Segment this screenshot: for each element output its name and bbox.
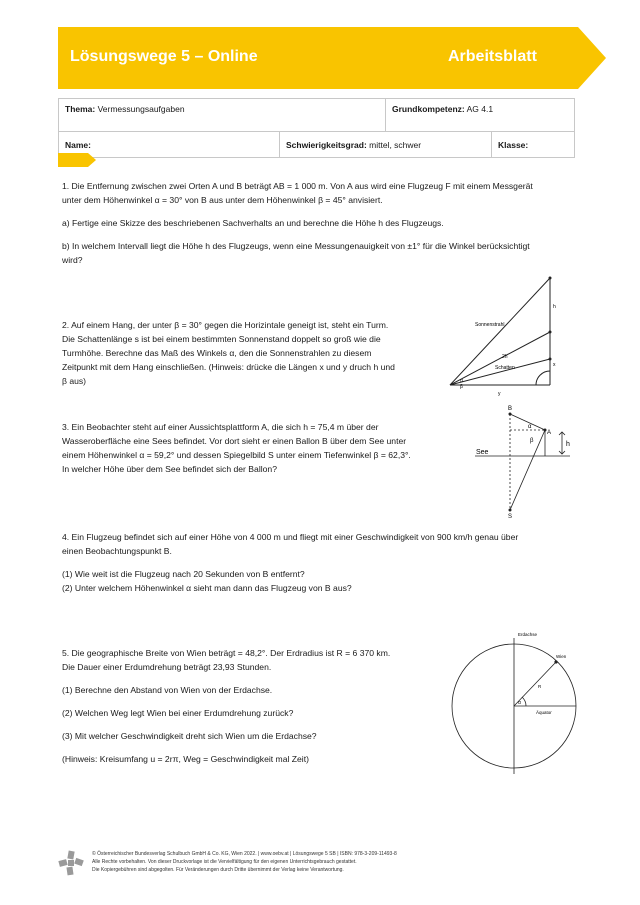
schwierigkeit-value: mittel, schwer [366,139,422,150]
q5-part-2: (2) Welchen Weg legt Wien bei einer Erdumdrehung zurück? [62,708,294,718]
q2-label-beta: β [460,384,463,390]
document-type: Arbeitsblatt [448,48,537,65]
q3-label-b: B [508,406,513,412]
q5-part-3: (3) Mit welcher Geschwindigkeit dreht sich Wien um die Erdachse? [62,731,317,741]
q2-line1: 2. Auf einem Hang, der unter β = 30° gegen die Horizintale geneigt ist, steht ein Turm. [62,320,389,330]
q3-label-see: See [476,449,489,456]
q4-line2: einen Beobachtungspunkt B. [62,546,172,556]
q3-label-beta: β [530,438,534,444]
q2-line2: Die Schattenlänge s ist bei einem bestimmten Sonnenstand doppelt so groß wie die [62,334,381,344]
q5-line1: 5. Die geographische Breite von Wien beträgt = 48,2°. Der Erdradius ist R = 6 370 km. [62,648,391,658]
footer [92,850,562,874]
q5-line2: Die Dauer einer Erdumdrehung beträgt 23,93 Stunden. [62,662,272,672]
q3-label-alpha: α [528,424,532,430]
q2-label-sonnenstrahl: Sonnenstrahl [475,322,505,328]
q4-line1: 4. Ein Flugzeug befindet sich auf einer Höhe von 4 000 m und fliegt mit einer Geschwindigkeit von 900 km/h genau über [62,532,519,542]
thema-value: Vermessungsaufgaben [95,104,185,114]
q5-angle-arc [522,697,526,706]
q1-line2: unter dem Höhenwinkel α = 30° von B aus unter dem Höhenwinkel β = 45° anvisiert. [62,195,383,205]
klasse-label: Klasse: [498,139,529,150]
question-4 [62,530,587,595]
footer-line2: Alle Rechte vorbehalten. Von dieser Druckvorlage ist die Vervielfältigung für den eigenen Unterrichtsgebrauch gestattet. [92,859,357,865]
kompetenz-value: AG 4.1 [464,104,494,114]
q5-label-r: R [538,684,542,689]
q1-part-b-line2: wird? [62,255,83,265]
q2-figure [440,268,570,398]
q3-line4: In welcher Höhe über dem See befindet sich der Ballon? [62,464,277,474]
footer-line3: Die Kopiergebühren sind abgegolten. Für Veränderungen durch Dritte übernimmt der Verlag keine Verantwortung. [92,867,344,873]
meta-table [58,98,575,158]
q5-label-alpha: α [518,700,521,706]
q3-line2: Wasseroberfläche eine Sees befindet. Vor dort sieht er einen Ballon B über dem See unter [62,436,407,446]
q1-line1: 1. Die Entfernung zwischen zwei Orten A und B beträgt AB = 1 000 m. Von A aus wird eine Flugzeug F mit einem Messgerät [62,181,533,191]
q2-line5: β aus) [62,376,87,386]
q3-point-s [509,509,512,512]
q4-part-2: (2) Unter welchem Höhenwinkel α sieht man dann das Flugzeug von B aus? [62,583,352,593]
q5-label-erdachse: Erdachse [518,632,538,637]
question-3 [62,420,452,476]
q3-label-h: h [566,441,570,448]
q2-line4: Zeitpunkt mit dem Hang einschließen. (Hinweis: drücke die Längen x und y druch h und [62,362,395,372]
q3-figure [470,400,580,520]
q2-line3: Turmhöhe. Berechne das Maß des Winkels α, den die Sonnenstrahlen zu diesem [62,348,372,358]
section-arrow [58,153,98,167]
q5-part-1: (1) Berechne den Abstand von Wien von der Erdachse. [62,685,273,695]
q2-hang-line [450,332,550,385]
q4-part-1: (1) Wie weit ist die Flugzeug nach 20 Sekunden von B entfernt? [62,569,305,579]
q5-point-wien [554,660,557,663]
q1-part-b-line1: b) In welchem Intervall liegt die Höhe h des Flugzeugs, wenn eine Messungenauigkeit von ±1° für die Winkel berücksichtigt [62,241,530,251]
q5-hint: (Hinweis: Kreisumfang u = 2rπ, Weg = Geschwindigkeit mal Zeit) [62,754,309,764]
footer-line1: © Österreichischer Bundesverlag Schulbuch GmbH & Co. KG, Wien 2022. | www.oebv.at | Lösungswege 5 SB | ISBN: 978-3-209-11493-8 [92,851,397,857]
q1-part-a: a) Fertige eine Skizze des beschriebenen Sachverhalts an und berechne die Höhe h des Flugzeugs. [62,218,444,228]
q5-figure [448,628,583,778]
q2-label-x: x [553,362,556,368]
q3-label-a: A [547,430,552,436]
question-2 [62,318,442,388]
question-5 [62,646,442,766]
q2-point-tower-top [549,331,552,334]
q2-label-h: h [553,304,556,310]
q5-label-wien: Wien [556,654,567,659]
q3-line-as [510,430,545,510]
q2-label-schatten: Schatten [495,365,515,371]
q2-label-alpha: α [460,378,463,384]
thema-label: Thema: [65,104,96,114]
schwierigkeit-cell [280,132,492,158]
q2-label-y: y [498,391,501,397]
q3-line3: einem Höhenwinkel α = 59,2° und dessen Spiegelbild S unter einem Tiefenwinkel β = 62,3°. [62,450,411,460]
kompetenz-label: Grundkompetenz: [392,104,465,114]
q2-label-2h: 2h [502,354,508,360]
question-1 [62,179,582,267]
q2-point-tower-base [549,358,552,361]
kompetenz-cell [386,99,575,132]
q2-point-top [549,277,552,280]
page-title: Lösungswege 5 – Online [70,48,258,65]
klasse-cell [492,132,575,158]
thema-cell [59,99,386,132]
q3-line1: 3. Ein Beobachter steht auf einer Aussichtsplattform A, die sich h = 75,4 m über der [62,422,379,432]
q2-right-angle-arc [536,371,550,385]
publisher-logo-icon [58,850,84,876]
q5-label-aequator: Äquator [536,710,552,715]
q3-label-s: S [508,514,513,520]
q2-shadow-line [450,359,550,385]
schwierigkeit-label: Schwierigkeitsgrad: [286,139,367,150]
header-banner [58,27,606,89]
q3-point-b [509,413,512,416]
name-label: Name: [65,139,91,150]
